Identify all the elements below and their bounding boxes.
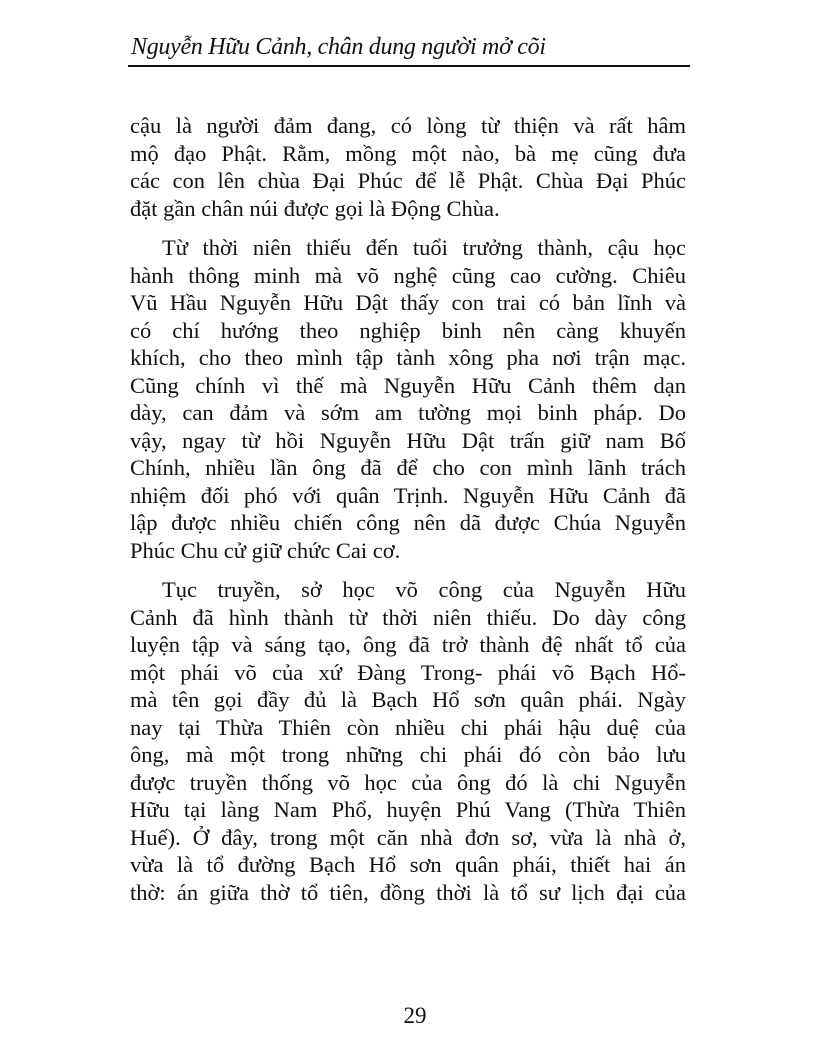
- text-line: Vũ Hầu Nguyễn Hữu Dật thấy con trai có bản lĩnh và: [130, 290, 686, 315]
- paragraph-1: [130, 112, 686, 222]
- text-line: Từ thời niên thiếu đến tuổi trưởng thành, cậu học: [162, 235, 686, 260]
- body-text: [130, 112, 686, 918]
- text-line: nhiệm đối phó với quân Trịnh. Nguyễn Hữu Cảnh đã: [130, 482, 686, 508]
- text-line: ông, mà một trong những chi phái đó còn bảo lưu: [130, 742, 686, 767]
- text-line: nay tại Thừa Thiên còn nhiều chi phái hậu duệ của: [130, 714, 686, 740]
- text-line: một phái võ của xứ Đàng Trong- phái võ Bạch Hổ-: [130, 659, 686, 685]
- text-line: Cảnh đã hình thành từ thời niên thiếu. Do dày công: [130, 604, 686, 630]
- paragraph-3: [130, 576, 686, 906]
- header-rule: [128, 65, 690, 67]
- text-line: vừa là tổ đường Bạch Hổ sơn quân phái, thiết hai án: [130, 852, 686, 877]
- text-line: Tục truyền, sở học võ công của Nguyễn Hữu: [162, 577, 686, 602]
- text-line: thờ: án giữa thờ tổ tiên, đồng thời là tổ sư lịch đại của: [130, 879, 686, 905]
- text-line: Chính, nhiều lần ông đã để cho con mình lãnh trách: [130, 455, 686, 480]
- text-line: có chí hướng theo nghiệp binh nên càng khuyến: [130, 317, 686, 343]
- text-line: dày, can đảm và sớm am tường mọi binh pháp. Do: [130, 400, 686, 425]
- text-line: cậu là người đảm đang, có lòng từ thiện và rất hâm: [130, 113, 686, 138]
- running-header: Nguyễn Hữu Cảnh, chân dung người mở cõi: [131, 34, 546, 60]
- text-line: Cũng chính vì thế mà Nguyễn Hữu Cảnh thêm dạn: [130, 372, 686, 398]
- text-line: các con lên chùa Đại Phúc để lễ Phật. Chùa Đại Phúc: [130, 168, 686, 193]
- text-line: mà tên gọi đầy đủ là Bạch Hổ sơn quân phái. Ngày: [130, 687, 686, 712]
- paragraph-2: [130, 234, 686, 564]
- text-line: Hữu tại làng Nam Phổ, huyện Phú Vang (Thừa Thiên: [130, 797, 686, 822]
- text-line: luyện tập và sáng tạo, ông đã trở thành đệ nhất tổ của: [130, 632, 686, 657]
- text-line: mộ đạo Phật. Rằm, mồng một nào, bà mẹ cũng đưa: [130, 140, 686, 166]
- text-line: vậy, ngay từ hồi Nguyễn Hữu Dật trấn giữ nam Bố: [130, 427, 686, 453]
- text-line: hành thông minh mà võ nghệ cũng cao cường. Chiêu: [130, 262, 686, 288]
- text-line: được truyền thống võ học của ông đó là chi Nguyễn: [130, 769, 686, 795]
- text-line: khích, cho theo mình tập tành xông pha nơi trận mạc.: [130, 345, 686, 370]
- text-line: Phúc Chu cử giữ chức Cai cơ.: [130, 537, 401, 563]
- text-line: đặt gần chân núi được gọi là Động Chùa.: [130, 195, 500, 221]
- page-number: 29: [403, 1003, 427, 1028]
- text-line: lập được nhiều chiến công nên dã được Chúa Nguyễn: [130, 510, 686, 535]
- text-line: Huế). Ở đây, trong một căn nhà đơn sơ, vừa là nhà ở,: [130, 824, 686, 850]
